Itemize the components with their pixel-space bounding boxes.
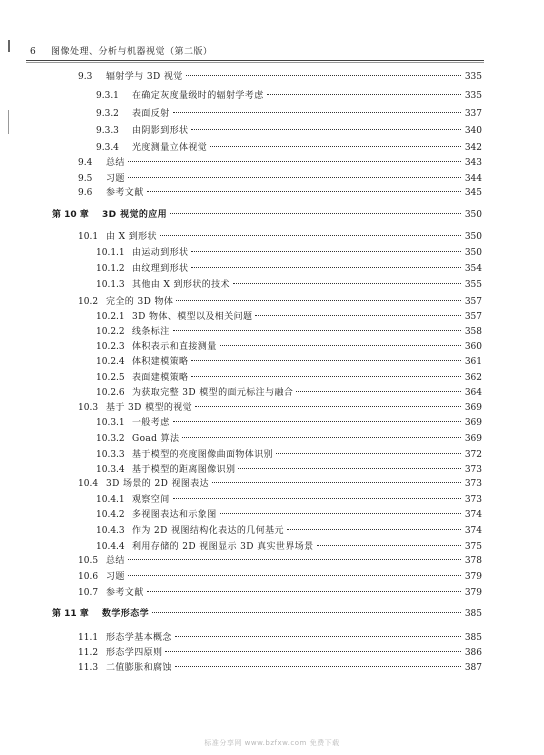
toc-entry-number: 10.6 bbox=[78, 572, 99, 582]
toc-page-number: 373 bbox=[464, 465, 482, 475]
dot-leader bbox=[128, 161, 461, 162]
dot-leader bbox=[173, 498, 461, 499]
toc-entry-row bbox=[96, 263, 482, 276]
dot-leader bbox=[147, 191, 461, 192]
toc-entry-number: 第 10 章 bbox=[52, 210, 89, 220]
toc-entry-number: 10.3 bbox=[78, 403, 99, 413]
toc-page-number: 373 bbox=[464, 479, 482, 489]
toc-entry-row bbox=[96, 311, 482, 324]
toc-entry-row bbox=[78, 478, 482, 491]
toc-entry-number: 10.4.2 bbox=[96, 510, 125, 520]
dot-leader bbox=[287, 529, 461, 530]
toc-page-number: 364 bbox=[464, 388, 482, 398]
toc-entry-number: 9.3.1 bbox=[96, 91, 119, 101]
toc-entry-title: 在确定灰度量级时的辐射学考虑 bbox=[132, 91, 264, 101]
toc-entry-row bbox=[78, 571, 482, 584]
toc-entry-title: 一般考虑 bbox=[132, 418, 170, 428]
dot-leader bbox=[173, 330, 461, 331]
dot-leader bbox=[191, 129, 461, 130]
toc-entry-title: 习题 bbox=[106, 572, 125, 582]
dot-leader bbox=[175, 666, 461, 667]
toc-entry-title: 形态学基本概念 bbox=[106, 633, 172, 643]
toc-entry-title: 利用存储的 2D 视图显示 3D 真实世界场景 bbox=[132, 542, 314, 552]
toc-entry-number: 10.3.1 bbox=[96, 418, 125, 428]
toc-page-number: 374 bbox=[464, 526, 482, 536]
toc-entry-title: 光度测量立体视觉 bbox=[132, 143, 208, 153]
toc-page-number: 357 bbox=[464, 297, 482, 307]
toc-entry-title: 观察空间 bbox=[132, 495, 170, 505]
toc-entry-title: 二值膨胀和腐蚀 bbox=[106, 663, 172, 673]
toc-page-number: 385 bbox=[464, 633, 482, 643]
toc-entry-number: 10.4.4 bbox=[96, 542, 125, 552]
toc-entry-number: 10.1.3 bbox=[96, 280, 125, 290]
toc-page-number: 350 bbox=[464, 232, 482, 242]
toc-page-number: 386 bbox=[464, 648, 482, 658]
footer-watermark: 标准分享网 www.bzfxw.com 免费下载 bbox=[204, 739, 340, 747]
toc-page-number: 362 bbox=[464, 373, 482, 383]
toc-entry-row bbox=[78, 296, 482, 309]
toc-entry-number: 10.2.1 bbox=[96, 312, 125, 322]
toc-page-number: 375 bbox=[464, 542, 482, 552]
header-book-title: 图像处理、分析与机器视觉（第二版） bbox=[50, 47, 213, 57]
toc-page-number: 360 bbox=[464, 342, 482, 352]
toc-entry-title: 习题 bbox=[106, 174, 125, 184]
toc-entry-number: 10.2 bbox=[78, 297, 99, 307]
toc-entry-title: 表面建模策略 bbox=[132, 373, 189, 383]
toc-chapter-row bbox=[52, 209, 482, 222]
toc-page-number: 350 bbox=[464, 248, 482, 258]
toc-page-number: 358 bbox=[464, 327, 482, 337]
dot-leader bbox=[170, 213, 461, 214]
toc-entry-title: 3D 物体、模型以及相关问题 bbox=[132, 312, 253, 322]
toc-entry-title: 表面反射 bbox=[132, 109, 170, 119]
dot-leader bbox=[176, 300, 461, 301]
toc-entry-number: 10.4.3 bbox=[96, 526, 125, 536]
toc-entry-title: 完全的 3D 物体 bbox=[106, 297, 174, 307]
toc-entry-row bbox=[96, 279, 482, 292]
toc-page-number: 354 bbox=[464, 264, 482, 274]
toc-page-number: 374 bbox=[464, 510, 482, 520]
toc-entry-number: 10.4 bbox=[78, 479, 99, 489]
toc-entry-row bbox=[96, 417, 482, 430]
dot-leader bbox=[128, 559, 461, 560]
toc-entry-title: 作为 2D 视图结构化表达的几何基元 bbox=[132, 526, 284, 536]
toc-page-number: 342 bbox=[464, 143, 482, 153]
toc-entry-row bbox=[96, 247, 482, 260]
dot-leader bbox=[210, 146, 461, 147]
toc-entry-row bbox=[96, 142, 482, 155]
toc-entry-row bbox=[96, 356, 482, 369]
toc-entry-title: 其他由 X 到形状的技术 bbox=[132, 280, 230, 290]
toc-entry-row bbox=[96, 326, 482, 339]
dot-leader bbox=[220, 345, 461, 346]
toc-page-number: 337 bbox=[464, 109, 482, 119]
toc-entry-row bbox=[96, 433, 482, 446]
dot-leader bbox=[128, 575, 461, 576]
toc-entry-title: 由 X 到形状 bbox=[106, 232, 157, 242]
toc-entry-row bbox=[96, 509, 482, 522]
toc-entry-title: 由纹理到形状 bbox=[132, 264, 189, 274]
toc-entry-title: 体积表示和直接测量 bbox=[132, 342, 217, 352]
dot-leader bbox=[191, 251, 461, 252]
toc-entry-row bbox=[96, 541, 482, 554]
toc-entry-number: 10.2.2 bbox=[96, 327, 125, 337]
toc-entry-number: 10.3.2 bbox=[96, 434, 125, 444]
toc-entry-number: 11.3 bbox=[78, 663, 99, 673]
toc-page-number: 369 bbox=[464, 403, 482, 413]
dot-leader bbox=[152, 612, 461, 613]
header-page-number: 6 bbox=[30, 47, 37, 57]
toc-entry-title: 为获取完整 3D 模型的面元标注与融合 bbox=[132, 388, 294, 398]
dot-leader bbox=[191, 267, 461, 268]
dot-leader bbox=[255, 315, 461, 316]
toc-entry-title: Goad 算法 bbox=[132, 434, 180, 444]
toc-entry-row bbox=[78, 632, 482, 645]
toc-entry-row bbox=[78, 587, 482, 600]
toc-page-number: 369 bbox=[464, 434, 482, 444]
toc-entry-number: 10.7 bbox=[78, 588, 99, 598]
dot-leader bbox=[233, 283, 461, 284]
toc-entry-title: 多视图表达和示象图 bbox=[132, 510, 217, 520]
dot-leader bbox=[128, 177, 461, 178]
toc-page-number: 372 bbox=[464, 450, 482, 460]
toc-entry-number: 9.3.3 bbox=[96, 126, 119, 136]
toc-entry-title: 基于模型的距离图像识别 bbox=[132, 465, 236, 475]
toc-page-number: 378 bbox=[464, 556, 482, 566]
toc-entry-row bbox=[78, 662, 482, 675]
toc-entry-row bbox=[96, 372, 482, 385]
toc-entry-number: 9.4 bbox=[78, 158, 93, 168]
toc-entry-title: 3D 场景的 2D 视图表达 bbox=[106, 479, 210, 489]
toc-page-number: 355 bbox=[464, 280, 482, 290]
toc-entry-row bbox=[96, 90, 482, 103]
toc-entry-number: 10.1.2 bbox=[96, 264, 125, 274]
dot-leader bbox=[267, 94, 461, 95]
toc-entry-number: 9.6 bbox=[78, 188, 93, 198]
dot-leader bbox=[220, 513, 461, 514]
toc-entry-row bbox=[78, 71, 482, 84]
toc-page-number: 379 bbox=[464, 588, 482, 598]
toc-entry-number: 10.1.1 bbox=[96, 248, 125, 258]
toc-page-number: 385 bbox=[464, 609, 482, 619]
toc-entry-row bbox=[78, 231, 482, 244]
dot-leader bbox=[147, 591, 461, 592]
dot-leader bbox=[182, 437, 461, 438]
toc-entry-number: 10.5 bbox=[78, 556, 99, 566]
toc-page-number: 335 bbox=[464, 72, 482, 82]
dot-leader bbox=[186, 75, 461, 76]
toc-entry-row bbox=[78, 555, 482, 568]
dot-leader bbox=[238, 468, 461, 469]
dot-leader bbox=[173, 421, 461, 422]
toc-entry-row bbox=[96, 494, 482, 507]
toc-page-number: 369 bbox=[464, 418, 482, 428]
toc-page-number: 335 bbox=[464, 91, 482, 101]
dot-leader bbox=[212, 482, 461, 483]
toc-entry-title: 数学形态学 bbox=[102, 609, 150, 619]
toc-page-number: 350 bbox=[464, 210, 482, 220]
dot-leader bbox=[195, 406, 461, 407]
toc-page-number: 343 bbox=[464, 158, 482, 168]
toc-entry-row bbox=[96, 464, 482, 477]
toc-entry-title: 3D 视觉的应用 bbox=[102, 210, 168, 220]
toc-entry-number: 10.2.6 bbox=[96, 388, 125, 398]
toc-entry-row bbox=[96, 125, 482, 138]
dot-leader bbox=[165, 651, 461, 652]
toc-entry-row bbox=[96, 387, 482, 400]
toc-entry-number: 10.2.3 bbox=[96, 342, 125, 352]
toc-entry-title: 总结 bbox=[106, 556, 125, 566]
toc-entry-number: 10.4.1 bbox=[96, 495, 125, 505]
toc-entry-title: 形态学四原则 bbox=[106, 648, 163, 658]
toc-entry-row bbox=[96, 108, 482, 121]
toc-page-number: 379 bbox=[464, 572, 482, 582]
dot-leader bbox=[191, 360, 461, 361]
toc-page-number: 387 bbox=[464, 663, 482, 673]
toc-entry-number: 10.2.4 bbox=[96, 357, 125, 367]
toc-entry-number: 10.3.3 bbox=[96, 450, 125, 460]
toc-page-number: 340 bbox=[464, 126, 482, 136]
toc-entry-title: 参考文献 bbox=[106, 588, 144, 598]
toc-entry-row bbox=[78, 647, 482, 660]
dot-leader bbox=[173, 112, 461, 113]
toc-entry-number: 11.1 bbox=[78, 633, 99, 643]
toc-entry-title: 总结 bbox=[106, 158, 125, 168]
toc-entry-row bbox=[96, 449, 482, 462]
toc-entry-row bbox=[96, 525, 482, 538]
toc-entry-number: 9.5 bbox=[78, 174, 93, 184]
dot-leader bbox=[191, 376, 461, 377]
toc-entry-row bbox=[78, 187, 482, 200]
toc-chapter-row bbox=[52, 608, 482, 621]
toc-entry-row bbox=[78, 157, 482, 170]
toc-page-number: 344 bbox=[464, 174, 482, 184]
toc-entry-number: 10.3.4 bbox=[96, 465, 125, 475]
toc-page-number: 357 bbox=[464, 312, 482, 322]
toc-entry-number: 10.1 bbox=[78, 232, 99, 242]
dot-leader bbox=[296, 391, 461, 392]
toc-entry-number: 9.3 bbox=[78, 72, 93, 82]
toc-entry-number: 9.3.4 bbox=[96, 143, 119, 153]
toc-entry-title: 辐射学与 3D 视觉 bbox=[106, 72, 183, 82]
toc-entry-row bbox=[96, 341, 482, 354]
toc-entry-title: 由阴影到形状 bbox=[132, 126, 189, 136]
toc-entry-title: 线条标注 bbox=[132, 327, 170, 337]
toc-entry-number: 11.2 bbox=[78, 648, 99, 658]
toc-entry-number: 10.2.5 bbox=[96, 373, 125, 383]
toc-page-number: 345 bbox=[464, 188, 482, 198]
toc-entry-number: 9.3.2 bbox=[96, 109, 119, 119]
toc-entry-row bbox=[78, 402, 482, 415]
dot-leader bbox=[317, 545, 461, 546]
dot-leader bbox=[160, 235, 461, 236]
toc-entry-title: 基于 3D 模型的视觉 bbox=[106, 403, 193, 413]
toc-entry-title: 基于模型的亮度图像曲面物体识别 bbox=[132, 450, 274, 460]
toc-entry-title: 由运动到形状 bbox=[132, 248, 189, 258]
toc-entry-title: 体积建模策略 bbox=[132, 357, 189, 367]
toc-entry-title: 参考文献 bbox=[106, 188, 144, 198]
dot-leader bbox=[175, 636, 461, 637]
toc-page-number: 373 bbox=[464, 495, 482, 505]
toc-entry-number: 第 11 章 bbox=[52, 609, 89, 619]
dot-leader bbox=[276, 453, 461, 454]
toc-entry-row bbox=[78, 173, 482, 186]
toc-page-number: 361 bbox=[464, 357, 482, 367]
